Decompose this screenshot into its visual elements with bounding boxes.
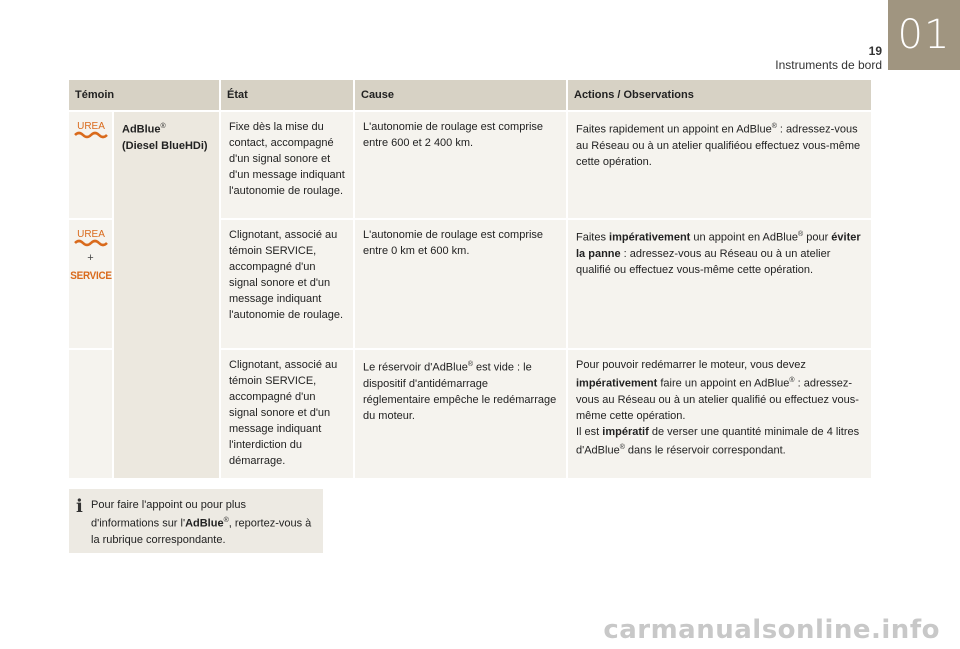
etat-cell-2: Clignotant, associé au témoin SERVICE, accompagné d'un signal sonore et d'un message indiquant l'autonomie de roulage. [221, 218, 355, 348]
action-text: Faites [576, 231, 610, 244]
action-text: de verser une quantité minimale de 4 litres d'AdBlue [576, 425, 860, 457]
action-text: : adressez-vous au Réseau ou à un atelier qualifié ou effectuez vous-même cette opération. [576, 247, 831, 276]
action-text: faire un appoint en AdBlue [657, 377, 790, 390]
icon-cell-1 [69, 110, 114, 218]
info-icon: ℹ [76, 496, 83, 517]
svg-text:UREA: UREA [76, 229, 105, 240]
action-emphasis: impératif [602, 425, 649, 438]
action-text: pour [803, 231, 832, 244]
action-text: Il est [576, 425, 603, 438]
warning-table [69, 80, 873, 478]
chapter-tab: 01 [888, 0, 960, 70]
action-emphasis: impérativement [576, 377, 658, 390]
registered-mark: ® [223, 517, 229, 524]
action-text: : adressez-vous au Réseau ou à un atelier qualifiéou effectuez vous-même cette opération. [576, 123, 861, 168]
action-emphasis: éviter la panne [576, 231, 861, 260]
registered-mark: ® [619, 443, 625, 451]
witness-subtitle: (Diesel BlueHDi) [122, 139, 208, 152]
icon-cell-2 [69, 218, 114, 348]
registered-mark: ® [789, 377, 795, 384]
svg-text:UREA: UREA [76, 121, 105, 132]
info-text: , reportez-vous à la rubrique correspondante. [91, 517, 312, 546]
page-number: 19 [868, 44, 882, 58]
etat-cell-1: Fixe dès la mise du contact, accompagné d'un signal sonore et d'un message indiquant l'autonomie de roulage. [221, 110, 355, 218]
registered-mark: ® [467, 361, 473, 368]
header-etat: État [221, 80, 355, 110]
cause-cell-2: L'autonomie de roulage est comprise entre 0 km et 600 km. [355, 218, 568, 348]
action-text: Faites rapidement un appoint en AdBlue [576, 123, 772, 136]
icon-cell-3 [69, 348, 114, 478]
action-cell-2 [568, 218, 873, 348]
plus-sign: + [87, 252, 94, 264]
action-text: Pour pouvoir redémarrer le moteur, vous devez [576, 359, 806, 371]
info-emphasis: AdBlue [185, 517, 224, 530]
service-icon: SERVICE [69, 270, 112, 282]
registered-mark: ® [160, 123, 166, 130]
witness-name-cell [114, 110, 221, 478]
action-text: : adressez-vous au Réseau ou à un atelier qualifié ou effectuez vous-même cette opération. [576, 377, 859, 422]
header-actions: Actions / Observations [568, 80, 873, 110]
registered-mark: ® [771, 123, 777, 130]
urea-icon [73, 118, 109, 140]
watermark: carmanualsonline.info [603, 615, 940, 645]
cause-cell-1: L'autonomie de roulage est comprise entre 600 et 2 400 km. [355, 110, 568, 218]
action-text: dans le réservoir correspondant. [624, 444, 786, 457]
header-temoin: Témoin [69, 80, 221, 110]
action-cell-3 [568, 348, 873, 478]
cause-text: Le réservoir d'AdBlue [363, 361, 468, 374]
cause-text: est vide : le dispositif d'antidémarrage réglementaire empêche le redémarrage du moteur. [363, 361, 557, 422]
action-cell-1 [568, 110, 873, 218]
action-emphasis: impérativement [609, 231, 691, 244]
header-cause: Cause [355, 80, 568, 110]
urea-icon [73, 226, 109, 248]
witness-name: AdBlue [122, 123, 161, 136]
section-title: Instruments de bord [775, 58, 882, 72]
info-box [69, 489, 323, 553]
registered-mark: ® [797, 231, 804, 238]
info-text: Pour faire l'appoint ou pour plus d'informations sur l' [91, 499, 246, 530]
cause-cell-3 [355, 348, 568, 478]
etat-cell-3: Clignotant, associé au témoin SERVICE, accompagné d'un signal sonore et d'un message indiquant l'interdiction du démarrage. [221, 348, 355, 478]
action-text: un appoint en AdBlue [690, 231, 798, 244]
